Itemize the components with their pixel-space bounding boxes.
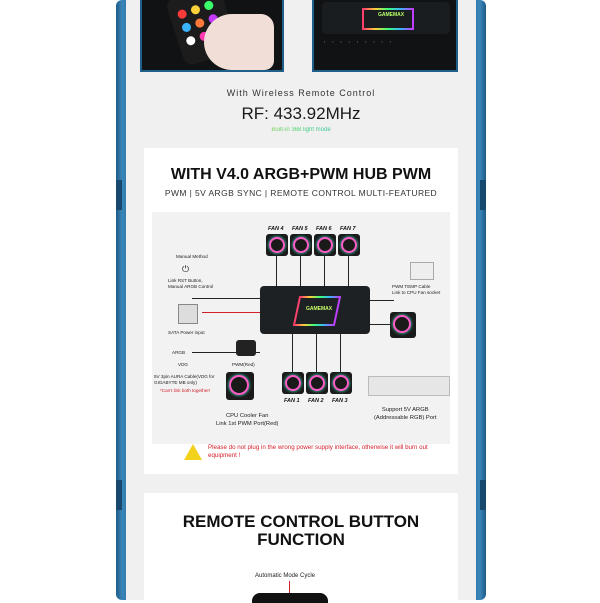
cpu-fan-icon: [226, 372, 254, 400]
remote-top-image: [252, 593, 328, 603]
sata-connector-icon: [178, 304, 198, 324]
fan-icon: [290, 234, 312, 256]
argb-label: ARGB: [172, 350, 186, 355]
frame-notch: [480, 180, 486, 210]
argb-devices-image: [368, 376, 450, 396]
manual-method-label: Manual Method: [176, 254, 208, 259]
hub-card: [144, 148, 458, 474]
fan-icon: [330, 372, 352, 394]
fan-label: FAN 3: [332, 398, 348, 404]
rf-modes: Built-in 368 light mode: [126, 127, 476, 133]
hand-image: [204, 14, 274, 70]
hub-diagram: GAMEMAX: [260, 286, 370, 334]
sata-label: SATA Power input: [168, 330, 205, 335]
remote-card-title: REMOTE CONTROL BUTTON FUNCTION: [182, 512, 420, 549]
hub-photo: [312, 0, 458, 72]
cpu-fan-label: CPU Cooler Fan Link 1st PWM Port(Red): [216, 413, 279, 427]
aura-note: 5V 3pin AURA Cable(VDG for GIGABYTE MB only): [154, 374, 215, 385]
rst-button-icon: ⏻: [182, 264, 190, 274]
warning-icon: [184, 444, 202, 460]
pwm-connector-icon: [236, 340, 256, 356]
rf-frequency: RF: 433.92MHz: [241, 104, 361, 123]
fan-icon: [390, 312, 416, 338]
fan-icon: [338, 234, 360, 256]
rf-caption: With Wireless Remote Control: [226, 88, 376, 98]
fan-icon: [282, 372, 304, 394]
pwm-temp-label: PWM TEMP Cable Link to CPU Fan socket: [392, 284, 441, 295]
fan-label: FAN 4: [268, 226, 284, 232]
pwm-temp-connector-icon: [410, 262, 434, 280]
frame-notch: [116, 480, 122, 510]
fan-label: FAN 6: [316, 226, 332, 232]
fan-icon: [266, 234, 288, 256]
fan-icon: [314, 234, 336, 256]
pwm-red-label: PWM(Red): [232, 362, 255, 367]
remote-photo: [140, 0, 284, 72]
fan-label: FAN 5: [292, 226, 308, 232]
cant-link-note: *Can't link both together!: [160, 388, 211, 393]
rst-note: Link RST Button, Manual ARGB Control: [168, 278, 214, 289]
fan-label: FAN 1: [284, 398, 300, 404]
hub-card-subtitle: PWM | 5V ARGB SYNC | REMOTE CONTROL MULTI-FEATURED: [164, 188, 438, 198]
frame-notch: [480, 480, 486, 510]
remote-card: [144, 493, 458, 600]
support-argb-label: Support 5V ARGB (Addressable RGB) Port: [374, 407, 437, 421]
fan-label: FAN 2: [308, 398, 324, 404]
hub-image: GAMEMAX: [322, 2, 450, 34]
hub-card-title: WITH V4.0 ARGB+PWM HUB PWM: [170, 166, 432, 183]
vdg-label: VDG: [178, 362, 188, 367]
auto-mode-label: Automatic Mode Cycle: [255, 573, 316, 579]
fan-label: FAN 7: [340, 226, 356, 232]
hub-ports: ▪ ▪ ▪ ▪ ▪ ▪ ▪ ▪ ▪: [324, 40, 394, 44]
warning-text: Please do not plug in the wrong power supply interface, otherwise it will burn out equipment !: [208, 444, 428, 459]
fan-icon: [306, 372, 328, 394]
frame-notch: [116, 180, 122, 210]
wiring-diagram: [152, 212, 450, 444]
